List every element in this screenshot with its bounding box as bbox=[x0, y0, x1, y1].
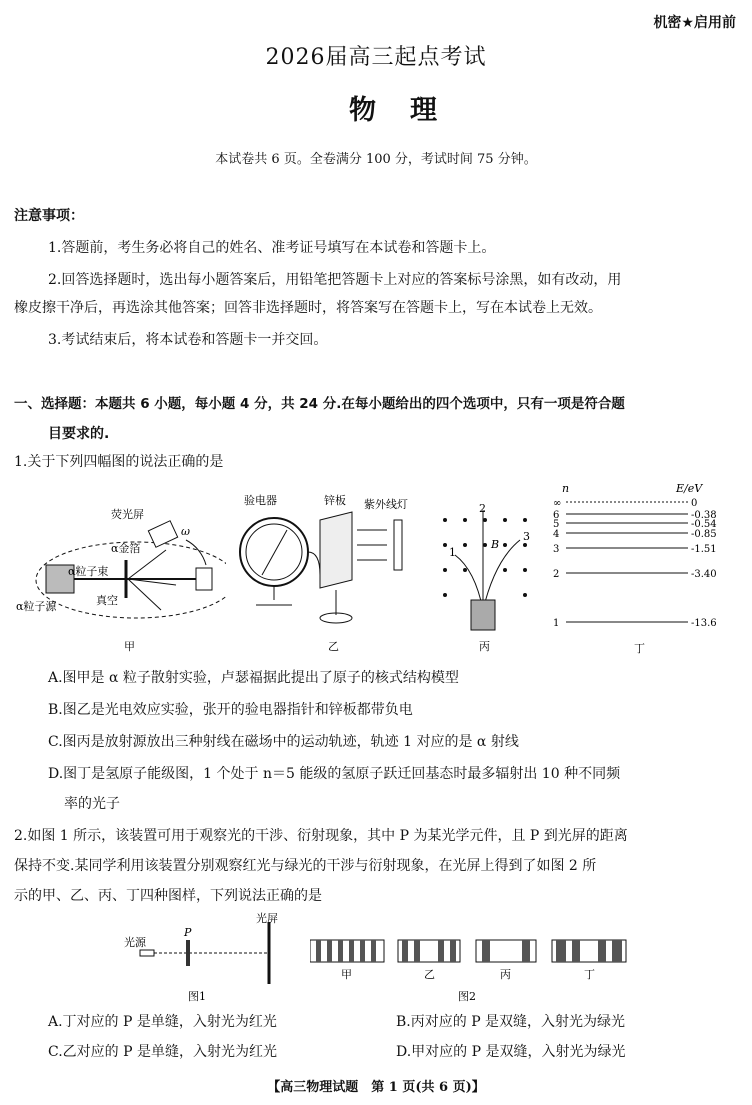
confidential-mark: 机密★启用前 bbox=[653, 15, 736, 31]
fig-bing-caption: 丙 bbox=[479, 640, 490, 653]
fig-bing-label: 3 bbox=[523, 530, 530, 543]
note-item: 橡皮擦干净后，再选涂其他答案；回答非选择题时，将答案写在答题卡上，写在本试卷上无效。 bbox=[14, 300, 602, 316]
page-footer: 【高三物理试题 第 1 页(共 6 页)】 bbox=[267, 1080, 485, 1095]
level-n: 1 bbox=[553, 618, 560, 629]
fig-yi-caption: 乙 bbox=[328, 640, 339, 653]
level-n: ∞ bbox=[553, 498, 562, 509]
figure-2 bbox=[310, 936, 630, 1006]
q2-option-d: D.甲对应的 P 是双缝，入射光为绿光 bbox=[396, 1044, 626, 1060]
q1-option-a: A.图甲是 α 粒子散射实验，卢瑟福据此提出了原子的核式结构模型 bbox=[48, 670, 459, 686]
fig-bing-label: 1 bbox=[449, 546, 456, 559]
level-e: -0.54 bbox=[691, 519, 717, 530]
q2-stem: 2.如图 1 所示，该装置可用于观察光的干涉、衍射现象，其中 P 为某光学元件，且 P 到光屏的距离 bbox=[14, 828, 628, 844]
exam-title: 2026届高三起点考试 bbox=[265, 45, 487, 70]
q2-option-b: B.丙对应的 P 是双缝，入射光为绿光 bbox=[396, 1014, 626, 1030]
q1-option-b: B.图乙是光电效应实验，张开的验电器指针和锌板都带负电 bbox=[48, 702, 413, 718]
fig-jia-label: α金箔 bbox=[111, 542, 141, 555]
note-item: 1.答题前，考生务必将自己的姓名、准考证号填写在本试卷和答题卡上。 bbox=[48, 240, 496, 256]
fig-jia-label: 真空 bbox=[96, 594, 118, 607]
exam-intro: 本试卷共 6 页。全卷满分 100 分，考试时间 75 分钟。 bbox=[215, 152, 537, 167]
level-n: 5 bbox=[553, 519, 560, 530]
fig-jia-label: ω bbox=[181, 525, 190, 538]
fig-yi-label: 锌板 bbox=[324, 494, 346, 507]
fig2-label: 丙 bbox=[500, 968, 511, 981]
fig-yi-label: 验电器 bbox=[244, 494, 277, 507]
pattern-jia bbox=[310, 940, 384, 962]
fig-ding-col-n: n bbox=[562, 482, 570, 495]
level-e: -3.40 bbox=[691, 569, 717, 580]
q2-stem: 保持不变.某同学利用该装置分别观察红光与绿光的干涉与衍射现象，在光屏上得到了如图 2 所 bbox=[14, 858, 597, 874]
pattern-yi bbox=[398, 940, 460, 962]
note-item: 2.回答选择题时，选出每小题答案后，用铅笔把答题卡上对应的答案标号涂黑，如有改动，用 bbox=[48, 272, 622, 288]
notes-heading: 注意事项： bbox=[14, 208, 84, 224]
section-heading-cont: 目要求的. bbox=[48, 426, 110, 442]
level-e: 0 bbox=[691, 498, 698, 509]
fig1-element: P bbox=[184, 926, 192, 939]
pattern-bing bbox=[476, 940, 536, 962]
pattern-ding bbox=[552, 940, 626, 962]
fig-jia-label: α粒子束 bbox=[68, 565, 109, 578]
q1-option-d: D.图丁是氢原子能级图，1 个处于 n＝5 能级的氢原子跃迁回基态时最多辐射出 10 种不同频 bbox=[48, 766, 621, 782]
note-item: 3.考试结束后，将本试卷和答题卡一并交回。 bbox=[48, 332, 328, 348]
fig2-label: 甲 bbox=[341, 968, 352, 981]
level-n: 6 bbox=[553, 510, 560, 521]
q2-stem: 示的甲、乙、丙、丁四种图样，下列说法正确的是 bbox=[14, 888, 322, 904]
q2-option-c: C.乙对应的 P 是单缝，入射光为红光 bbox=[48, 1044, 277, 1060]
fig-bing-label: 2 bbox=[479, 502, 486, 515]
fig-jia-label: 荧光屏 bbox=[111, 508, 144, 521]
fig-yi-label: 紫外线灯 bbox=[364, 498, 408, 511]
section-heading: 一、选择题：本题共 6 小题，每小题 4 分，共 24 分.在每小题给出的四个选项中，只有一项是符合题 bbox=[14, 396, 625, 412]
fig1-screen: 光屏 bbox=[256, 912, 278, 925]
exam-subject: 物理 bbox=[349, 95, 471, 126]
level-n: 2 bbox=[553, 569, 560, 580]
level-e: -0.38 bbox=[691, 510, 717, 521]
q1-option-c: C.图丙是放射源放出三种射线在磁场中的运动轨迹，轨迹 1 对应的是 α 射线 bbox=[48, 734, 519, 750]
fig2-caption: 图2 bbox=[458, 990, 476, 1003]
figure-bing bbox=[435, 500, 535, 655]
fig2-label: 乙 bbox=[424, 968, 435, 981]
q2-option-a: A.丁对应的 P 是单缝，入射光为红光 bbox=[48, 1014, 277, 1030]
fig-bing-label: B bbox=[491, 538, 500, 551]
fig-jia-label: α粒子源 bbox=[16, 600, 57, 613]
fig-ding-col-e: E/eV bbox=[676, 482, 703, 495]
figure-jia bbox=[16, 480, 226, 655]
q1-stem: 1.关于下列四幅图的说法正确的是 bbox=[14, 454, 224, 470]
level-e: -13.6 bbox=[691, 618, 717, 629]
fig-ding-caption: 丁 bbox=[634, 642, 645, 655]
fig1-source: 光源 bbox=[124, 936, 146, 949]
level-n: 4 bbox=[553, 529, 560, 540]
fig-jia-caption: 甲 bbox=[124, 640, 135, 653]
figure-1 bbox=[124, 912, 294, 1004]
fig1-caption: 图1 bbox=[188, 990, 206, 1003]
figure-yi bbox=[232, 490, 432, 655]
level-n: 3 bbox=[553, 544, 560, 555]
level-e: -1.51 bbox=[691, 544, 717, 555]
fig2-label: 丁 bbox=[584, 968, 595, 981]
level-e: -0.85 bbox=[691, 529, 717, 540]
figure-ding bbox=[548, 478, 738, 655]
q1-option-d-cont: 率的光子 bbox=[64, 796, 120, 812]
